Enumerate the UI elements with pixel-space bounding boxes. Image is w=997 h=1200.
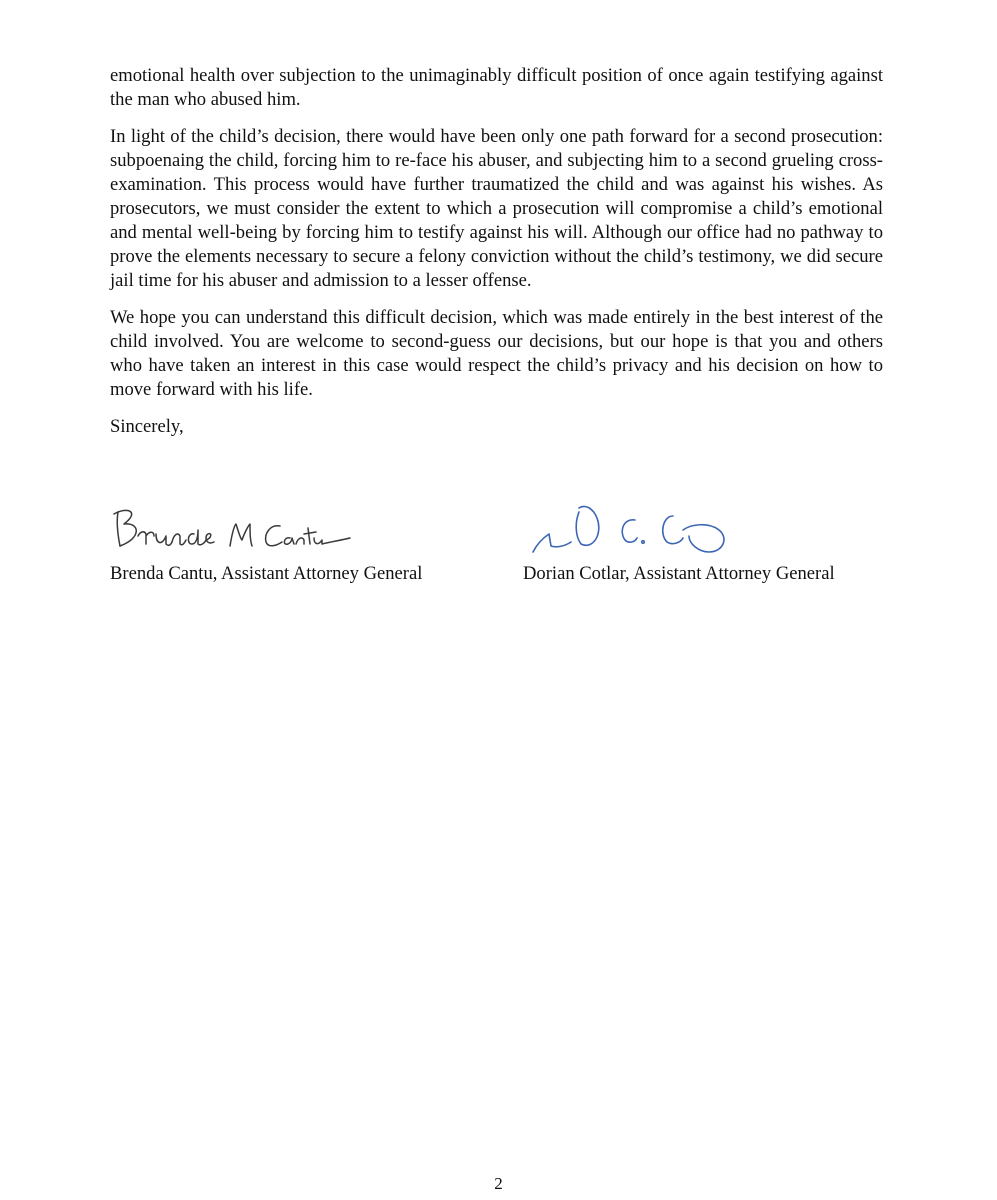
signature-section: [110, 494, 883, 594]
paragraph-closing-hope: We hope you can understand this difficult decision, which was made entirely in the best interest of the child involved. You are welcome to second-guess our decisions, but our hope is that you and others who have taken an interest in this case would respect the child’s privacy and his decision on how to move forward with his life.: [110, 307, 883, 400]
handwritten-signature-dorian-cotlar: [523, 494, 753, 560]
letter-body: [110, 64, 883, 439]
signatory-name-brenda-cantu: Brenda Cantu, Assistant Attorney General: [110, 563, 423, 584]
signature-block-dorian-cotlar: [523, 494, 883, 594]
paragraph-continuation: emotional health over subjection to the unimaginably difficult position of once again testifying against the man who abused him.: [110, 65, 883, 110]
handwritten-signature-brenda-cantu: [110, 494, 360, 560]
closing-salutation: Sincerely,: [110, 416, 184, 437]
signature-block-brenda-cantu: [110, 494, 490, 594]
signatory-name-dorian-cotlar: Dorian Cotlar, Assistant Attorney General: [523, 563, 835, 584]
page-number: 2: [494, 1174, 503, 1193]
paragraph-child-decision: In light of the child’s decision, there would have been only one path forward for a second prosecution: subpoenaing the child, forcing him to re-face his abuser, and subjecting him to a second grueling cross-examination. This process would have further traumatized the child and was against his wishes. As prosecutors, we must consider the extent to which a prosecution will compromise a child’s emotional and mental well-being by forcing him to testify against his will. Although our office had no pathway to prove the elements necessary to secure a felony conviction without the child’s testimony, we did secure jail time for his abuser and admission to a lesser offense.: [110, 126, 883, 291]
